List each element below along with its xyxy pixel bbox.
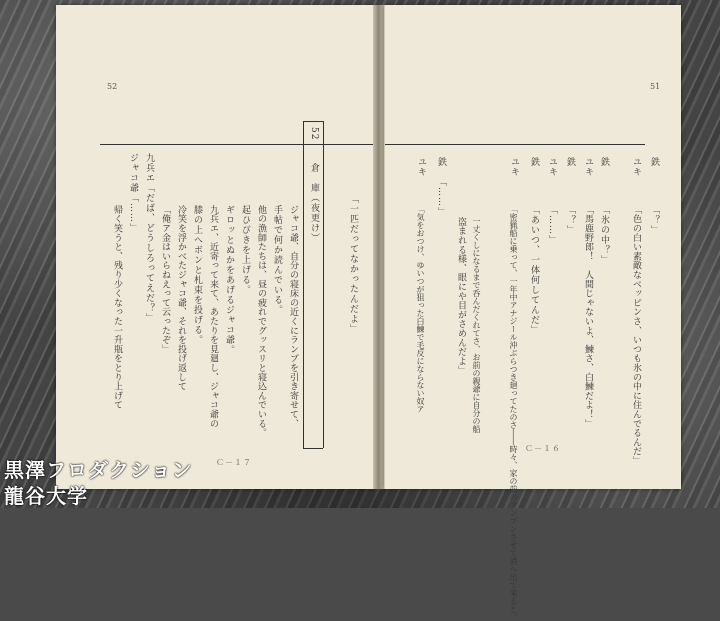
speaker-label: ユキ (631, 157, 641, 177)
dialogue-line: 一丈くしになるまで呑んだくれてさ、お前の親爺に自分の船 (472, 217, 481, 433)
dialogue-line: 「氷の中？」 (599, 205, 609, 265)
dialogue-line: 「……」 (547, 205, 557, 245)
direction-line: ジャコ爺、自分の寝床の近くにランプを引き寄せて、 (288, 205, 298, 429)
scene-rule-top (303, 121, 323, 122)
speaker-label: 鉄 (529, 157, 539, 167)
dialogue-line: 「……」 (436, 177, 446, 217)
speaker-label: 鉄 (436, 157, 446, 167)
dialogue-line: 「馬鹿野郎！ 人間じゃないよ、鰊さ、白鰊だよ！」 (583, 205, 593, 429)
dialogue-line: 「？」 (649, 205, 659, 235)
header-rule (100, 144, 373, 145)
scene-rule-right (323, 121, 324, 448)
scene-number: 52 (309, 127, 319, 141)
dialogue-line: 「一匹だってなかったんだよ」 (348, 194, 358, 334)
dialogue-line: 九兵エ「だば、どうしろってえだ？」 (144, 153, 154, 323)
direction-line: 冷笑を浮かべたジャコ爺、それを投げ返して (176, 205, 186, 391)
direction-line: 他の漁師たちは、昼の疲れでグッスリと寝込んでいる。 (256, 205, 266, 438)
direction-line: 手帖で何か読んでいる。 (272, 205, 282, 315)
speaker-label: 鉄 (649, 157, 659, 167)
speaker-label: ユキ (416, 157, 426, 177)
page-number: 51 (650, 82, 661, 91)
left-page (56, 5, 374, 489)
page-code: Ｃ－１６ (525, 444, 561, 453)
dialogue-line: 「密猟船に乗って、一年中アナジール沖ぶらつき廻ってたのさ――時々、家の前のアンプンさせて消へ出て来ると、 (509, 205, 518, 621)
speaker-label: 鉄 (599, 157, 609, 167)
scene-heading: 倉 庫（夜更け） (309, 163, 319, 243)
dialogue-line: 「俺ア金はいらねえって云ったぞ」 (160, 205, 170, 354)
direction-line: ギロッとぬかをあげるジャコ爺。 (224, 205, 234, 355)
speaker-label: ユキ (509, 157, 519, 177)
right-page (384, 5, 681, 621)
speaker-label: ユキ (583, 157, 593, 177)
dialogue-line: 盗まれる様、眼にや目がさめんだよ」 (456, 217, 466, 376)
page-code: Ｃ－１７ (216, 458, 252, 467)
dialogue-line: ジャコ爺「……」 (128, 153, 138, 233)
scene-rule-bottom (303, 448, 323, 449)
dialogue-line: 「気をおつけ、ゆいつが狙った白鰊で毛反にならない奴ア (416, 205, 425, 413)
speaker-label: 鉄 (565, 157, 575, 167)
dialogue-line: 「？」 (565, 205, 575, 235)
dialogue-line: 「あいつ、一体何してんだ」 (529, 205, 539, 335)
direction-line: 九兵エ、近寄って来て、あたりを見廻し、ジャコ爺の (208, 205, 218, 429)
dialogue-line: 「色の白い素敵なベッピンさ、いつも氷の中に住んでるんだ」 (631, 205, 641, 466)
direction-line: 膝の上へボンと札束を投げる。 (192, 205, 202, 345)
watermark-studio: 黒澤フロダクション (4, 458, 193, 482)
speaker-label: ユキ (547, 157, 557, 177)
direction-line: 起ひびきを上げる。 (240, 205, 250, 295)
scene-rule-left (303, 121, 304, 448)
page-number: 52 (107, 82, 118, 91)
watermark-university: 龍谷大学 (4, 484, 88, 508)
book-gutter (373, 5, 384, 489)
header-rule (385, 144, 645, 145)
direction-line: 帰く笑うと、残り少くなった一升瓶をとり上げて (112, 205, 122, 410)
